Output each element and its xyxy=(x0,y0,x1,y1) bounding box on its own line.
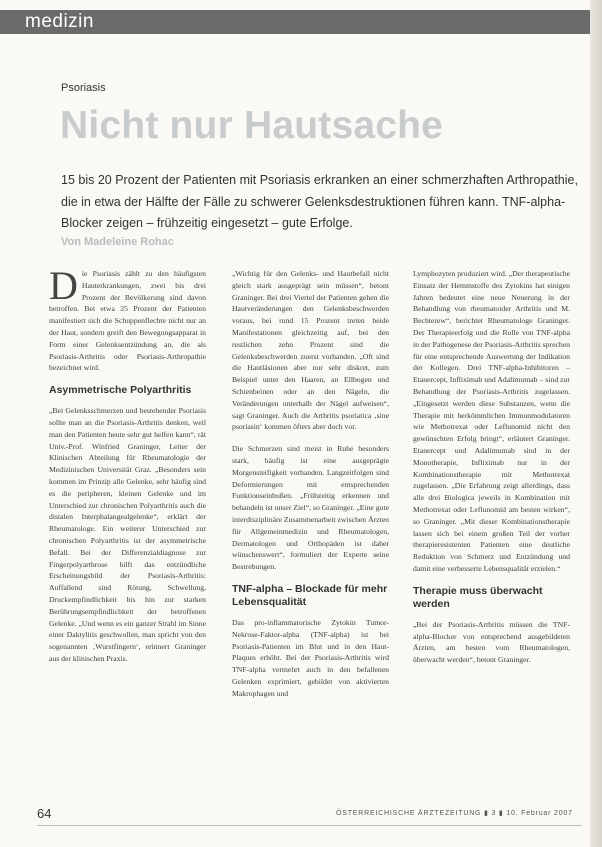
paragraph: Lymphozyten produziert wird. „Der therapeutische Einsatz der Hemmstoffe des Zytokins hat einigen Jahren bedeutet eine neue Neuerung in der Behandlung von rheumatoider Arthritis und M. Bechterew“, berichtet Rheumatologe Graninger. Der Therapieerfolg und die Rolle von TNF-alpha in der Pathogenese der Psoriasis-Arthritis sprechen für eine entsprechende Auswertung der Indikation der Kollegen. Drei TNF-alpha-Inhibitoren – Etanercept, Infliximab und Adalimumab – sind zur Behandlung der Psoriasis-Arthritis zugelassen. „Eingesetzt werden diese Substanzen, wenn die Therapie mit herkömmlichen Immunmodulatoren wie Methotrexat oder Leflunomid nicht den gewünschten Erfolg bringt“, erläutert Graninger. Etanercept und Adalimumab sind in der Monotherapie, Infliximab nur in der Kombinationstherapie mit Methotrexat zugelassen. „Die Erfahrung zeigt allerdings, dass alle drei Biologica jeweils in Kombination mit Methotrexat oder Leflunomid am besten wirken“, so Graninger. „Mit dieser Kombinationstherapie lassen sich bei einem großen Teil der vorher therapieresistenten Patienten eine deutliche Reduktion von Schmerz und Entzündung und damit eine verbesserte Lebensqualität erzielen.“ xyxy=(413,269,570,573)
text-column-3 xyxy=(413,268,570,676)
drop-cap: D xyxy=(49,263,78,308)
text-column-2 xyxy=(232,268,389,710)
subheading: TNF-alpha – Blockade für mehr Lebensqualität xyxy=(232,582,388,608)
paragraph: „Wichtig für den Gelenks- und Hautbefall nicht gleich stark ausgeprägt sein müssen“, betont Graninger. Bei drei Viertel der Patienten gehen die Hautveränderungen den Gelenksbeschwerden voraus, bei rund 15 Prozent treten beide Manifestationen gleichzeitig auf, bei den restlichen zehn Prozent sind die Gelenksbeschwerden zuerst vorhanden. „Oft sind die Hautläsionen aber nur sehr diskret, zum Beispiel unter den Haaren, an Ellbogen und Schienbeinen oder an den Nägeln, die Veränderungen unterhalb der Nägel aufweisen“, sagt Graninger. Auch die Arthritis psoriatica ‚sine psoriasin‘ kommen öfters aber doch vor. xyxy=(232,269,389,432)
article-byline: Von Madeleine Rohac xyxy=(61,236,174,248)
paragraph: „Bei der Psoriasis-Arthritis müssen die TNF-alpha-Blocker von entsprechend ausgebildeten Ärzten, am besten vom Rheumatologen, überwacht werden“, betont Graninger. xyxy=(413,619,570,665)
page-number: 64 xyxy=(37,806,52,821)
publication-source: ÖSTERREICHISCHE ÄRZTEZEITUNG ▮ 3 ▮ 10. Februar 2007 xyxy=(336,810,573,817)
article-lead: 15 bis 20 Prozent der Patienten mit Psoriasis erkranken an einer schmerzhaften Arthropathie, die in etwa der Hälfte der Fälle zu schwerer Gelenksdestruktionen führen kann. TNF-alpha-Blocker zeigen – frühzeitig eingesetzt – gute Erfolge. xyxy=(61,173,578,230)
paragraph: „Bei Gelenksschmerzen und bestehender Psoriasis sollte man an die Psoriasis-Arthritis denken, weil man den Patienten heute sehr gut helfen kann“, rät Univ.-Prof. Winfried Graninger, Leiter der Klinischen Abteilung für Rheumatologie der Medizinischen Universität Graz. „Besonders sein kommen im Prinzip alle Gelenke, sehr häufig sind es die peripheren, kleinen Gelenke und im Unterschied zur chronischen Polyarthritis auch die distalen Interphalangealgelenke“, erklärt der Rheumatologe. Ein weiterer Unterschied zur chronischen Polyarthritis ist der asymmetrische Befall. Bei der Differenzialdiagnose zur Fingerpolyarthrose hilft das entzündliche Erscheinungsbild der Psoriasis-Arthritis: Auffallend sind Rötung, Schwellung, Druckempfindlichkeit bis hin zur starken Berührungsempfindlichkeit der betroffenen Gelenke. „Und wenn es ein ganzer Strahl im Sinne einer Daktylitis geschwollen, man spricht von den sogenannten ‚Wurstfingern‘, erinnert Graninger aus der klinischen Praxis. xyxy=(49,406,206,663)
article-kicker: Psoriasis xyxy=(61,82,106,94)
scan-edge-shadow xyxy=(590,0,602,847)
subheading: Therapie muss überwacht werden xyxy=(413,584,543,610)
section-label: medizin xyxy=(25,11,94,32)
paragraph xyxy=(49,263,206,374)
subheading: Asymmetrische Polyarthritis xyxy=(49,384,192,397)
paragraph: Das pro-inflammatorische Zytokin Tumor-Nekrose-Faktor-alpha (TNF-alpha) ist bei Psoriasis-Patienten im Blut und in den Haut-Plaques erhöht. Bei der Psoriasis-Arthritis wird TNF-alpha vermehrt auch in den befallenen Gelenken exprimiert, gebildet von aktivierten Makrophagen und xyxy=(232,617,389,698)
article-headline: Nicht nur Hautsache xyxy=(60,104,444,147)
paragraph: Die Schmerzen sind meist in Ruhe besonders stark, häufig ist eine ausgeprägte Morgensteifigkeit vorhanden. Langzeitfolgen sind Deformierungen mit entsprechenden Funktionseinbußen. „Frühzeitig erkennen und behandeln ist unser Ziel“, so Graninger. „Eine gute interdisziplinäre Zusammenarbeit zwischen Ärzten für Allgemeinmedizin und Rheumatologen, Dermatologen und Orthopäden ist daher wünschenswert“, formuliert der Experte seine Bestrebungen. xyxy=(232,444,389,572)
paragraph-text: ie Psoriasis zählt zu den häufigsten Hauterkrankungen, zwei bis drei Prozent der Bevölkerung sind davon betroffen. Bei etwa 25 Prozent der Patienten manifestiert sich die Schuppenflechte nicht nur an der Haut, sondern greift den Bewegungsapparat in Form einer Gelenksentzündung an, die als Psoriasis-Arthritis oder Psoriasis-Arthropathie bezeichnet wird. xyxy=(49,269,206,373)
text-column-1 xyxy=(49,263,206,675)
footer-divider xyxy=(37,825,582,826)
